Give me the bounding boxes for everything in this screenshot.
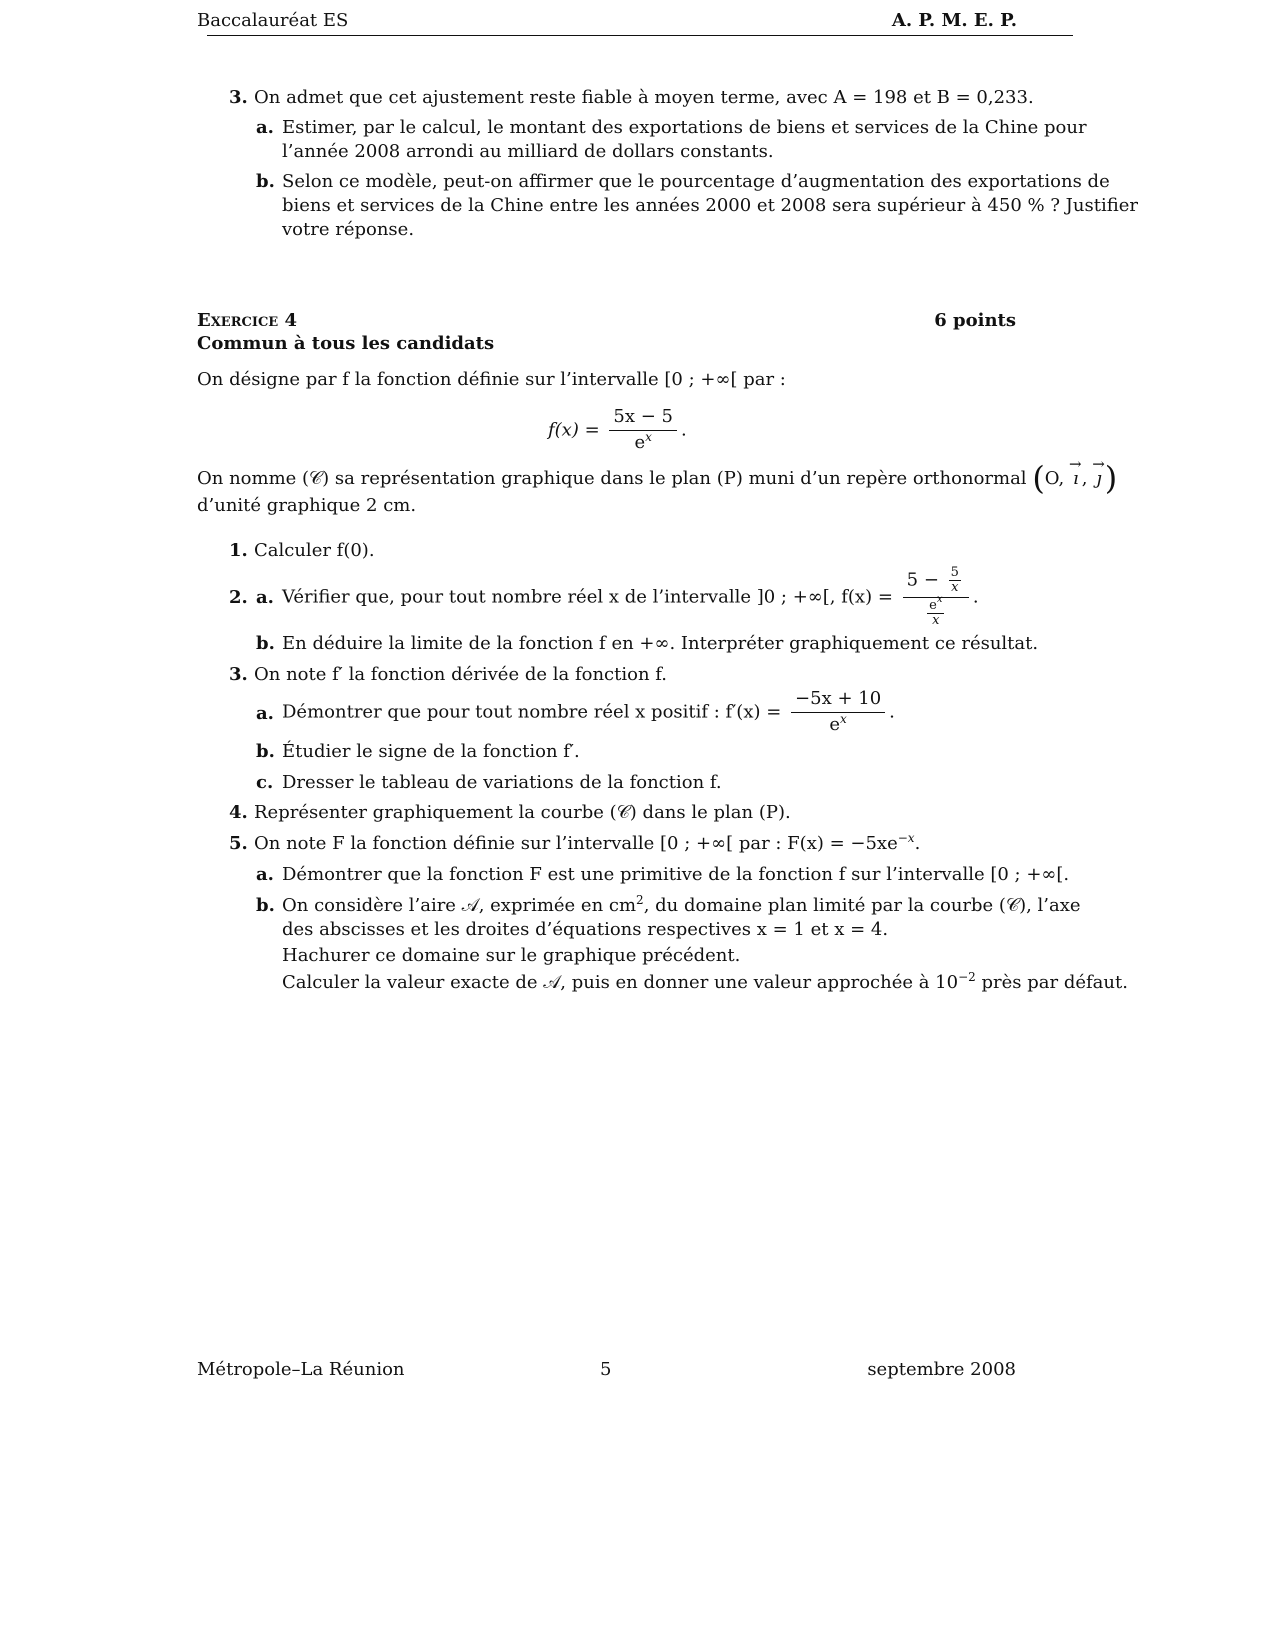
exercise-points: 6 points: [934, 310, 1016, 331]
q3a-denominator: e: [829, 714, 841, 735]
q2a-fraction: [903, 566, 969, 628]
q5b-line1-exp: 2: [636, 893, 644, 907]
q5b-line4-end: près par défaut.: [981, 972, 1128, 993]
q5b-line2: des abscisses et les droites d’équations respectives x = 1 et x = 4.: [282, 919, 889, 940]
q5b-label: b.: [256, 895, 275, 916]
part3-number: 3.: [229, 87, 248, 108]
vector-j: → ȷ: [1093, 467, 1105, 491]
curve-line1: On nomme (𝒞) sa représentation graphique dans le plan (P) muni d’un repère orthonormal (O, → ı , → ȷ): [197, 467, 1117, 491]
q4-number: 4.: [229, 802, 248, 823]
q5-number: 5.: [229, 833, 248, 854]
q5b-line4-exp: −2: [958, 970, 976, 984]
q3c-label: c.: [256, 772, 274, 793]
q5-exponent: −x: [897, 831, 915, 845]
part3-b-line2: biens et services de la Chine entre les années 2000 et 2008 sera supérieur à 450 % ? Justifier: [282, 195, 1138, 216]
footer-right: septembre 2008: [867, 1359, 1016, 1380]
part3-a-line1: Estimer, par le calcul, le montant des exportations de biens et services de la Chine pour: [282, 117, 1087, 138]
q2a-inner-den: x: [951, 580, 959, 595]
fdef-fraction: [609, 406, 677, 454]
part3-a-line2: l’année 2008 arrondi au milliard de dollars constants.: [282, 141, 774, 162]
header-rule: [207, 35, 1073, 36]
exercise-subtitle: Commun à tous les candidats: [197, 333, 495, 354]
q5a-text: Démontrer que la fonction F est une primitive de la fonction f sur l’intervalle [0 ; +∞[.: [282, 864, 1070, 885]
q2a-den-exp: x: [936, 594, 943, 605]
q3-number: 3.: [229, 664, 248, 685]
q3a-text: Démontrer que pour tout nombre réel x positif : f′(x) =: [282, 701, 782, 723]
header-left: Baccalauréat ES: [197, 10, 349, 31]
fdef-lhs: f(x) =: [548, 419, 600, 441]
exercise-intro: On désigne par f la fonction définie sur l’intervalle [0 ; +∞[ par :: [197, 369, 786, 390]
fdef-numerator: 5x − 5: [609, 406, 677, 431]
q3a-line: Démontrer que pour tout nombre réel x positif : f′(x) = $\frac{-5x + 10}{e^x}$ .: [282, 688, 895, 735]
q2a-den-x: x: [932, 613, 940, 628]
exercise-title: Exercice 4: [197, 310, 297, 331]
q2a-num-text: 5 −: [906, 569, 939, 591]
curve-line2: d’unité graphique 2 cm.: [197, 495, 417, 516]
part3-a-label: a.: [256, 117, 274, 138]
q5b-line1-text: On considère l’aire 𝒜, exprimée en cm: [282, 895, 637, 916]
header-right: A. P. M. E. P.: [891, 10, 1017, 31]
q4-text: Représenter graphiquement la courbe (𝒞) dans le plan (P).: [254, 802, 791, 823]
q3a-exponent: x: [840, 712, 847, 726]
footer-left: Métropole–La Réunion: [197, 1359, 405, 1380]
q2a-label: a.: [256, 587, 274, 608]
function-definition: f(x) = $\frac{5x - 5}{e^x}$ .: [548, 406, 687, 453]
q5b-line1: [282, 894, 1081, 918]
q3-text: On note f′ la fonction dérivée de la fonction f.: [254, 664, 667, 685]
q1-number: 1.: [229, 540, 248, 561]
curve-line1-text: On nomme (𝒞) sa représentation graphique dans le plan (P) muni d’un repère orthonormal: [197, 468, 1027, 489]
footer-page-number: 5: [600, 1359, 612, 1380]
q2-number: 2.: [229, 587, 248, 608]
part3-intro: On admet que cet ajustement reste fiable à moyen terme, avec A = 198 et B = 0,233.: [254, 87, 1034, 108]
q5b-line1-end: , du domaine plan limité par la courbe (𝒞), l’axe: [643, 895, 1081, 916]
q3a-label: a.: [256, 703, 274, 724]
q2a-den-e: e: [929, 598, 937, 613]
q5b-line4-text: Calculer la valeur exacte de 𝒜, puis en donner une valeur approchée à 10: [282, 972, 959, 993]
q5-text: On note F la fonction définie sur l’intervalle [0 ; +∞[ par : F(x) = −5xe: [254, 833, 898, 854]
part3-b-line1: Selon ce modèle, peut-on affirmer que le pourcentage d’augmentation des exportations de: [282, 171, 1110, 192]
curve-origin: O,: [1044, 468, 1065, 489]
q5a-label: a.: [256, 864, 274, 885]
part3-b-label: b.: [256, 171, 275, 192]
q1-text: Calculer f(0).: [254, 540, 375, 561]
q2a-inner-num: 5: [950, 565, 959, 580]
q2b-label: b.: [256, 633, 275, 654]
fdef-denominator: e: [634, 432, 646, 453]
q3b-label: b.: [256, 741, 275, 762]
q2b-text: En déduire la limite de la fonction f en +∞. Interpréter graphiquement ce résultat.: [282, 633, 1039, 654]
q5b-line4: [282, 971, 1128, 995]
q3c-text: Dresser le tableau de variations de la fonction f.: [282, 772, 722, 793]
part3-b-line3: votre réponse.: [282, 219, 415, 240]
fdef-exponent: x: [645, 430, 652, 444]
q2a-text: Vérifier que, pour tout nombre réel x de l’intervalle ]0 ; +∞[, f(x) =: [282, 586, 893, 608]
q5-line: On note F la fonction définie sur l’intervalle [0 ; +∞[ par : $F(x) = -5xe^{-x}$.: [254, 831, 921, 854]
vector-i: → ı: [1070, 467, 1082, 491]
q5b-line3: Hachurer ce domaine sur le graphique précédent.: [282, 945, 741, 966]
q3a-fraction: [791, 688, 885, 736]
q3b-text: Étudier le signe de la fonction f′.: [282, 741, 580, 762]
q3a-numerator: −5x + 10: [791, 688, 885, 713]
q2a-line: Vérifier que, pour tout nombre réel x de l’intervalle ]0 ; +∞[, f(x) = 5 − $\frac{5}{x}$ $\frac{e^x}{x}$ .: [282, 565, 979, 628]
